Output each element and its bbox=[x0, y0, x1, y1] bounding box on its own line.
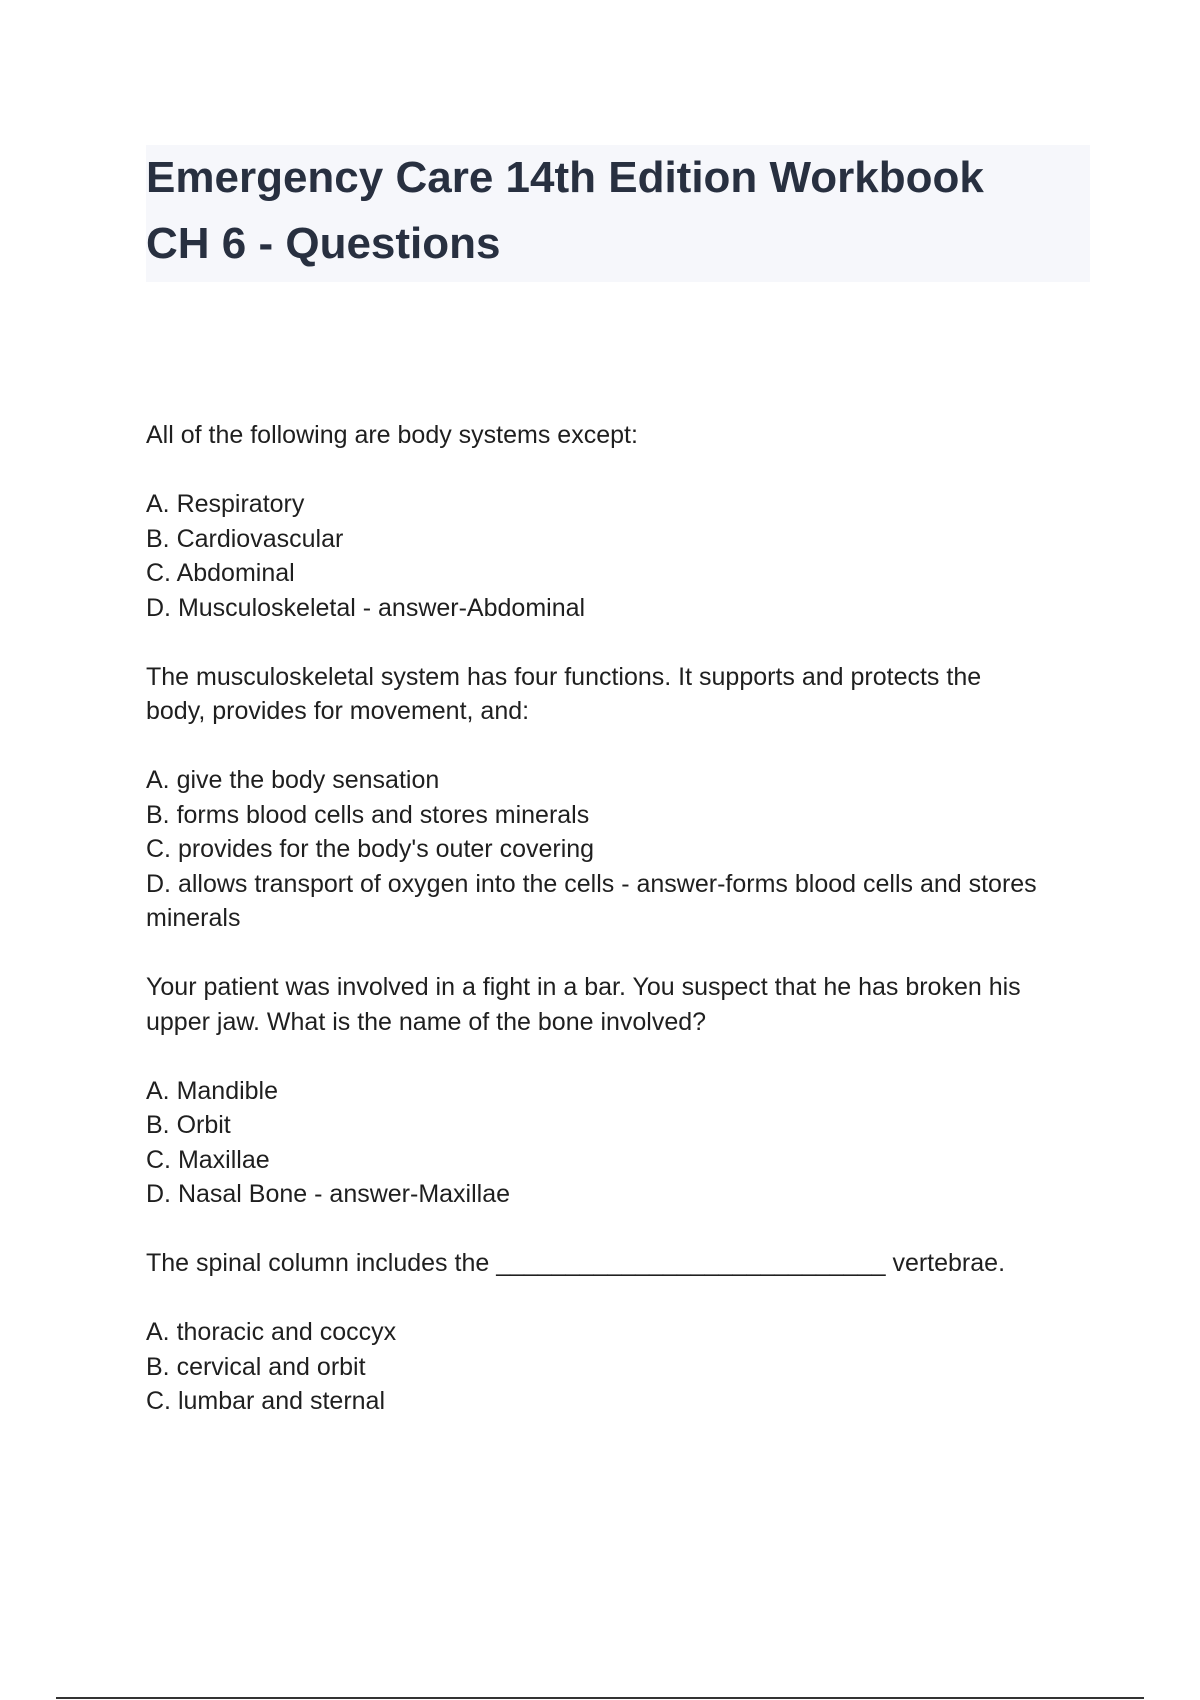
answer-option: A. thoracic and coccyx bbox=[146, 1318, 397, 1346]
answer-option: D. Musculoskeletal - answer-Abdominal bbox=[146, 593, 586, 622]
answer-option: B. Cardiovascular bbox=[146, 524, 344, 553]
question-stem-line: upper jaw. What is the name of the bone involved? bbox=[146, 1007, 707, 1036]
answer-option: B. Orbit bbox=[146, 1111, 231, 1139]
footer-divider bbox=[56, 1697, 1144, 1699]
answer-option: A. Mandible bbox=[146, 1076, 279, 1105]
answer-option: C. lumbar and sternal bbox=[146, 1387, 386, 1415]
question-stem-line: The musculoskeletal system has four functions. It supports and protects the bbox=[146, 662, 982, 691]
answer-option: D. Nasal Bone - answer-Maxillae bbox=[146, 1180, 511, 1208]
answer-option: B. forms blood cells and stores minerals bbox=[146, 800, 590, 829]
question-stem-line: Your patient was involved in a fight in a bar. You suspect that he has broken his bbox=[146, 973, 1021, 1001]
question-stem-line: body, provides for movement, and: bbox=[146, 697, 530, 725]
page-title-line-1: Emergency Care 14th Edition Workbook bbox=[146, 153, 984, 202]
question-stem-line: All of the following are body systems except: bbox=[146, 421, 638, 449]
page-title-line-2: CH 6 - Questions bbox=[146, 219, 501, 268]
answer-option-continuation: minerals bbox=[146, 904, 241, 932]
answer-option: C. Abdominal bbox=[146, 559, 295, 587]
answer-option: D. allows transport of oxygen into the cells - answer-forms blood cells and stores bbox=[146, 869, 1037, 898]
question-1 bbox=[146, 418, 1096, 625]
question-3 bbox=[146, 970, 1096, 1212]
answer-option: C. provides for the body's outer covering bbox=[146, 835, 595, 863]
question-list bbox=[146, 418, 1096, 1419]
question-4 bbox=[146, 1246, 1096, 1419]
answer-option: A. Respiratory bbox=[146, 490, 305, 518]
answer-option: C. Maxillae bbox=[146, 1145, 270, 1174]
question-2 bbox=[146, 660, 1096, 936]
answer-option: A. give the body sensation bbox=[146, 766, 440, 794]
question-stem-line: The spinal column includes the ____________________________ vertebrae. bbox=[146, 1249, 1006, 1277]
title-block bbox=[146, 145, 1090, 282]
answer-option: B. cervical and orbit bbox=[146, 1352, 366, 1381]
